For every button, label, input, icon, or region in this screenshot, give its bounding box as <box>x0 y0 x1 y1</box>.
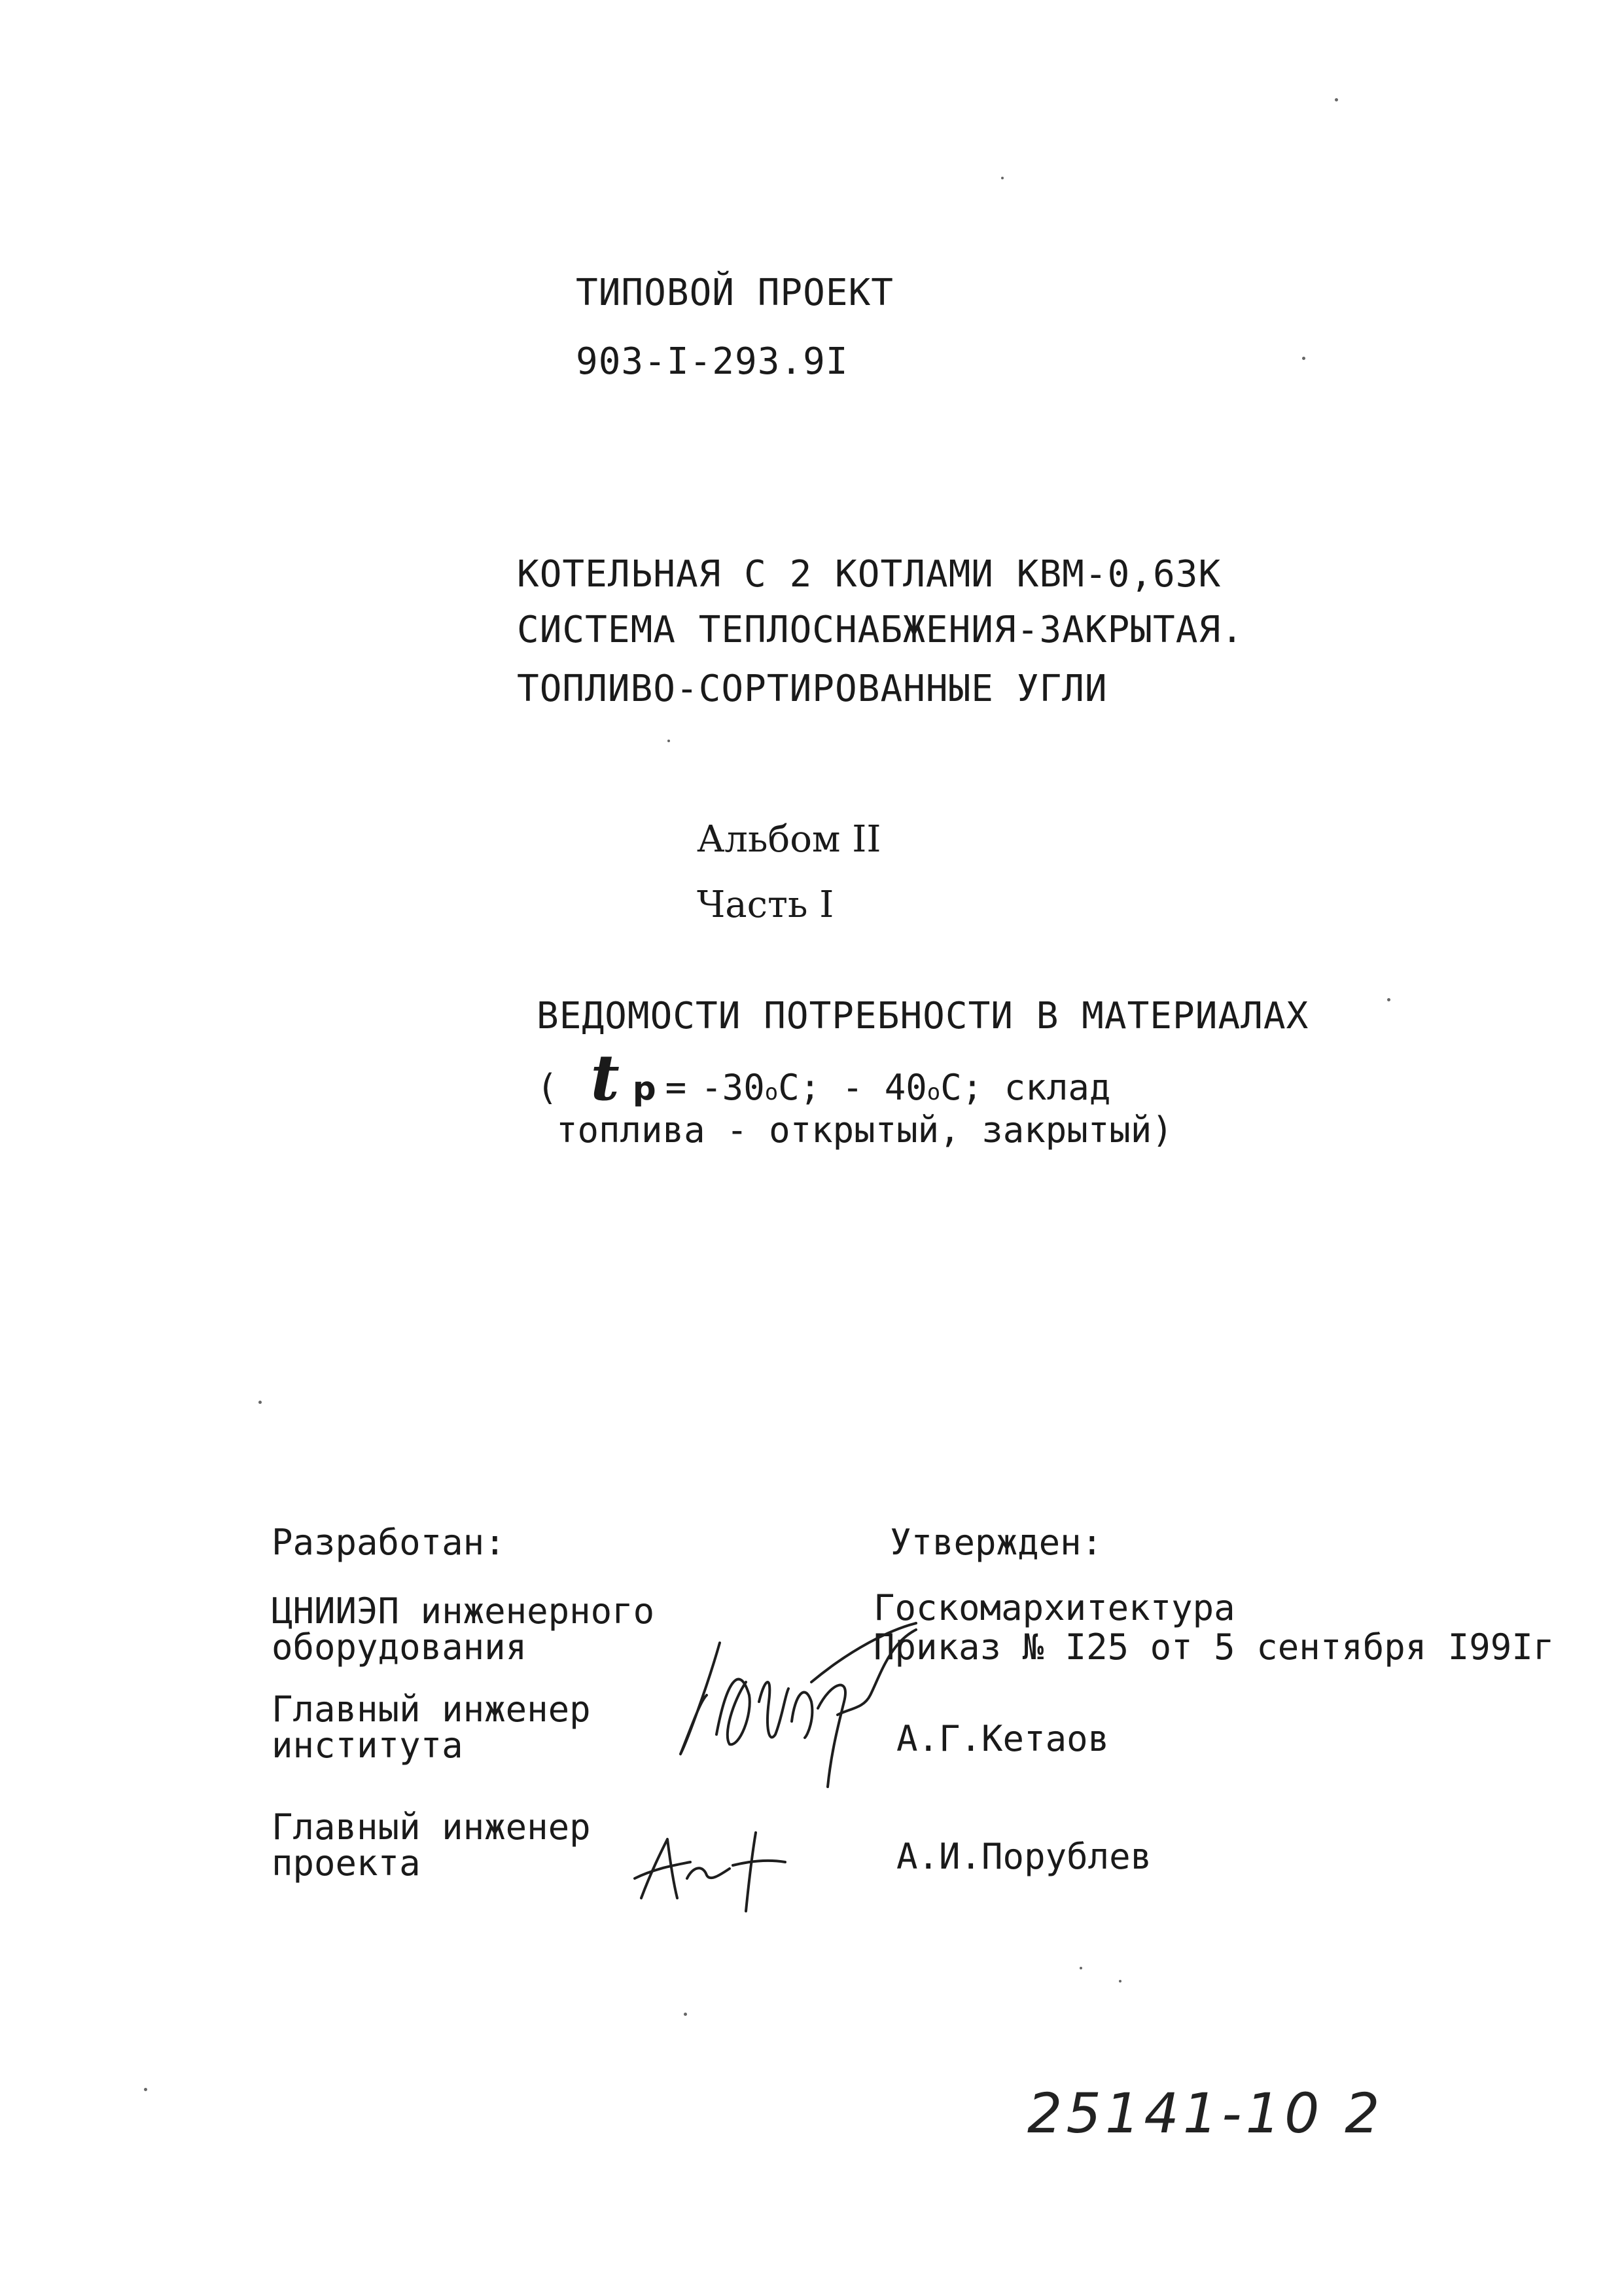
chief-engineer-project-name: А.И.Порублев <box>896 1836 1152 1877</box>
scan-speck <box>258 1401 262 1404</box>
approved-label: Утвержден: <box>890 1522 1103 1563</box>
scan-speck <box>1080 1967 1082 1969</box>
developer-org-line-2: оборудования <box>272 1626 527 1668</box>
temp-1: -30 <box>701 1067 765 1108</box>
approver-org: Госкомархитектура <box>874 1587 1235 1628</box>
conditions-line-1 <box>537 1041 1110 1113</box>
part-label: Часть I <box>697 884 834 926</box>
temp-separator: C; - 40 <box>778 1067 927 1108</box>
scan-speck <box>684 2013 687 2016</box>
scan-speck <box>1302 357 1305 360</box>
open-paren: ( <box>537 1067 558 1108</box>
scan-speck <box>144 2088 147 2091</box>
album-label: Альбом II <box>697 818 881 861</box>
equals-sign: = <box>665 1067 687 1108</box>
project-number: 903-I-293.9I <box>576 340 849 383</box>
chief-engineer-institute-line-2: института <box>272 1725 463 1766</box>
chief-engineer-project-line-2: проекта <box>272 1842 421 1884</box>
conditions-line-2: топлива - открытый, закрытый) <box>556 1109 1173 1151</box>
title-line-2: СИСТЕМА ТЕПЛОСНАБЖЕНИЯ-ЗАКРЫТАЯ. <box>517 609 1244 651</box>
scan-speck <box>1335 98 1338 101</box>
chief-engineer-institute-name: А.Г.Кетаов <box>896 1718 1110 1759</box>
approval-order: Приказ № I25 от 5 сентября I99Iг <box>874 1626 1555 1668</box>
t-symbol: t <box>590 1041 620 1115</box>
p-symbol: p <box>632 1069 656 1107</box>
signature-project-icon <box>622 1806 818 1918</box>
scan-speck <box>1387 998 1390 1001</box>
developed-label: Разработан: <box>272 1522 506 1563</box>
title-line-1: КОТЕЛЬНАЯ С 2 КОТЛАМИ КВМ-0,63К <box>517 553 1222 596</box>
signature-institute-icon <box>654 1604 929 1800</box>
degree-2: o <box>927 1079 941 1105</box>
developer-org-line-1: ЦНИИЭП инженерного <box>272 1590 655 1632</box>
project-type: ТИПОВОЙ ПРОЕКТ <box>576 272 894 314</box>
scan-speck <box>1001 177 1004 179</box>
scan-speck <box>1119 1980 1121 1982</box>
scan-speck <box>667 740 670 742</box>
title-line-3: ТОПЛИВО-СОРТИРОВАННЫЕ УГЛИ <box>517 668 1108 710</box>
degree-1: o <box>764 1079 779 1105</box>
stamp-number: 25141-10 2 <box>1027 2081 1384 2145</box>
storage-label: C; склад <box>940 1067 1111 1108</box>
section-title: ВЕДОМОСТИ ПОТРЕБНОСТИ В МАТЕРИАЛАХ <box>537 995 1309 1037</box>
chief-engineer-project-line-1: Главный инженер <box>272 1806 591 1848</box>
chief-engineer-institute-line-1: Главный инженер <box>272 1689 591 1730</box>
